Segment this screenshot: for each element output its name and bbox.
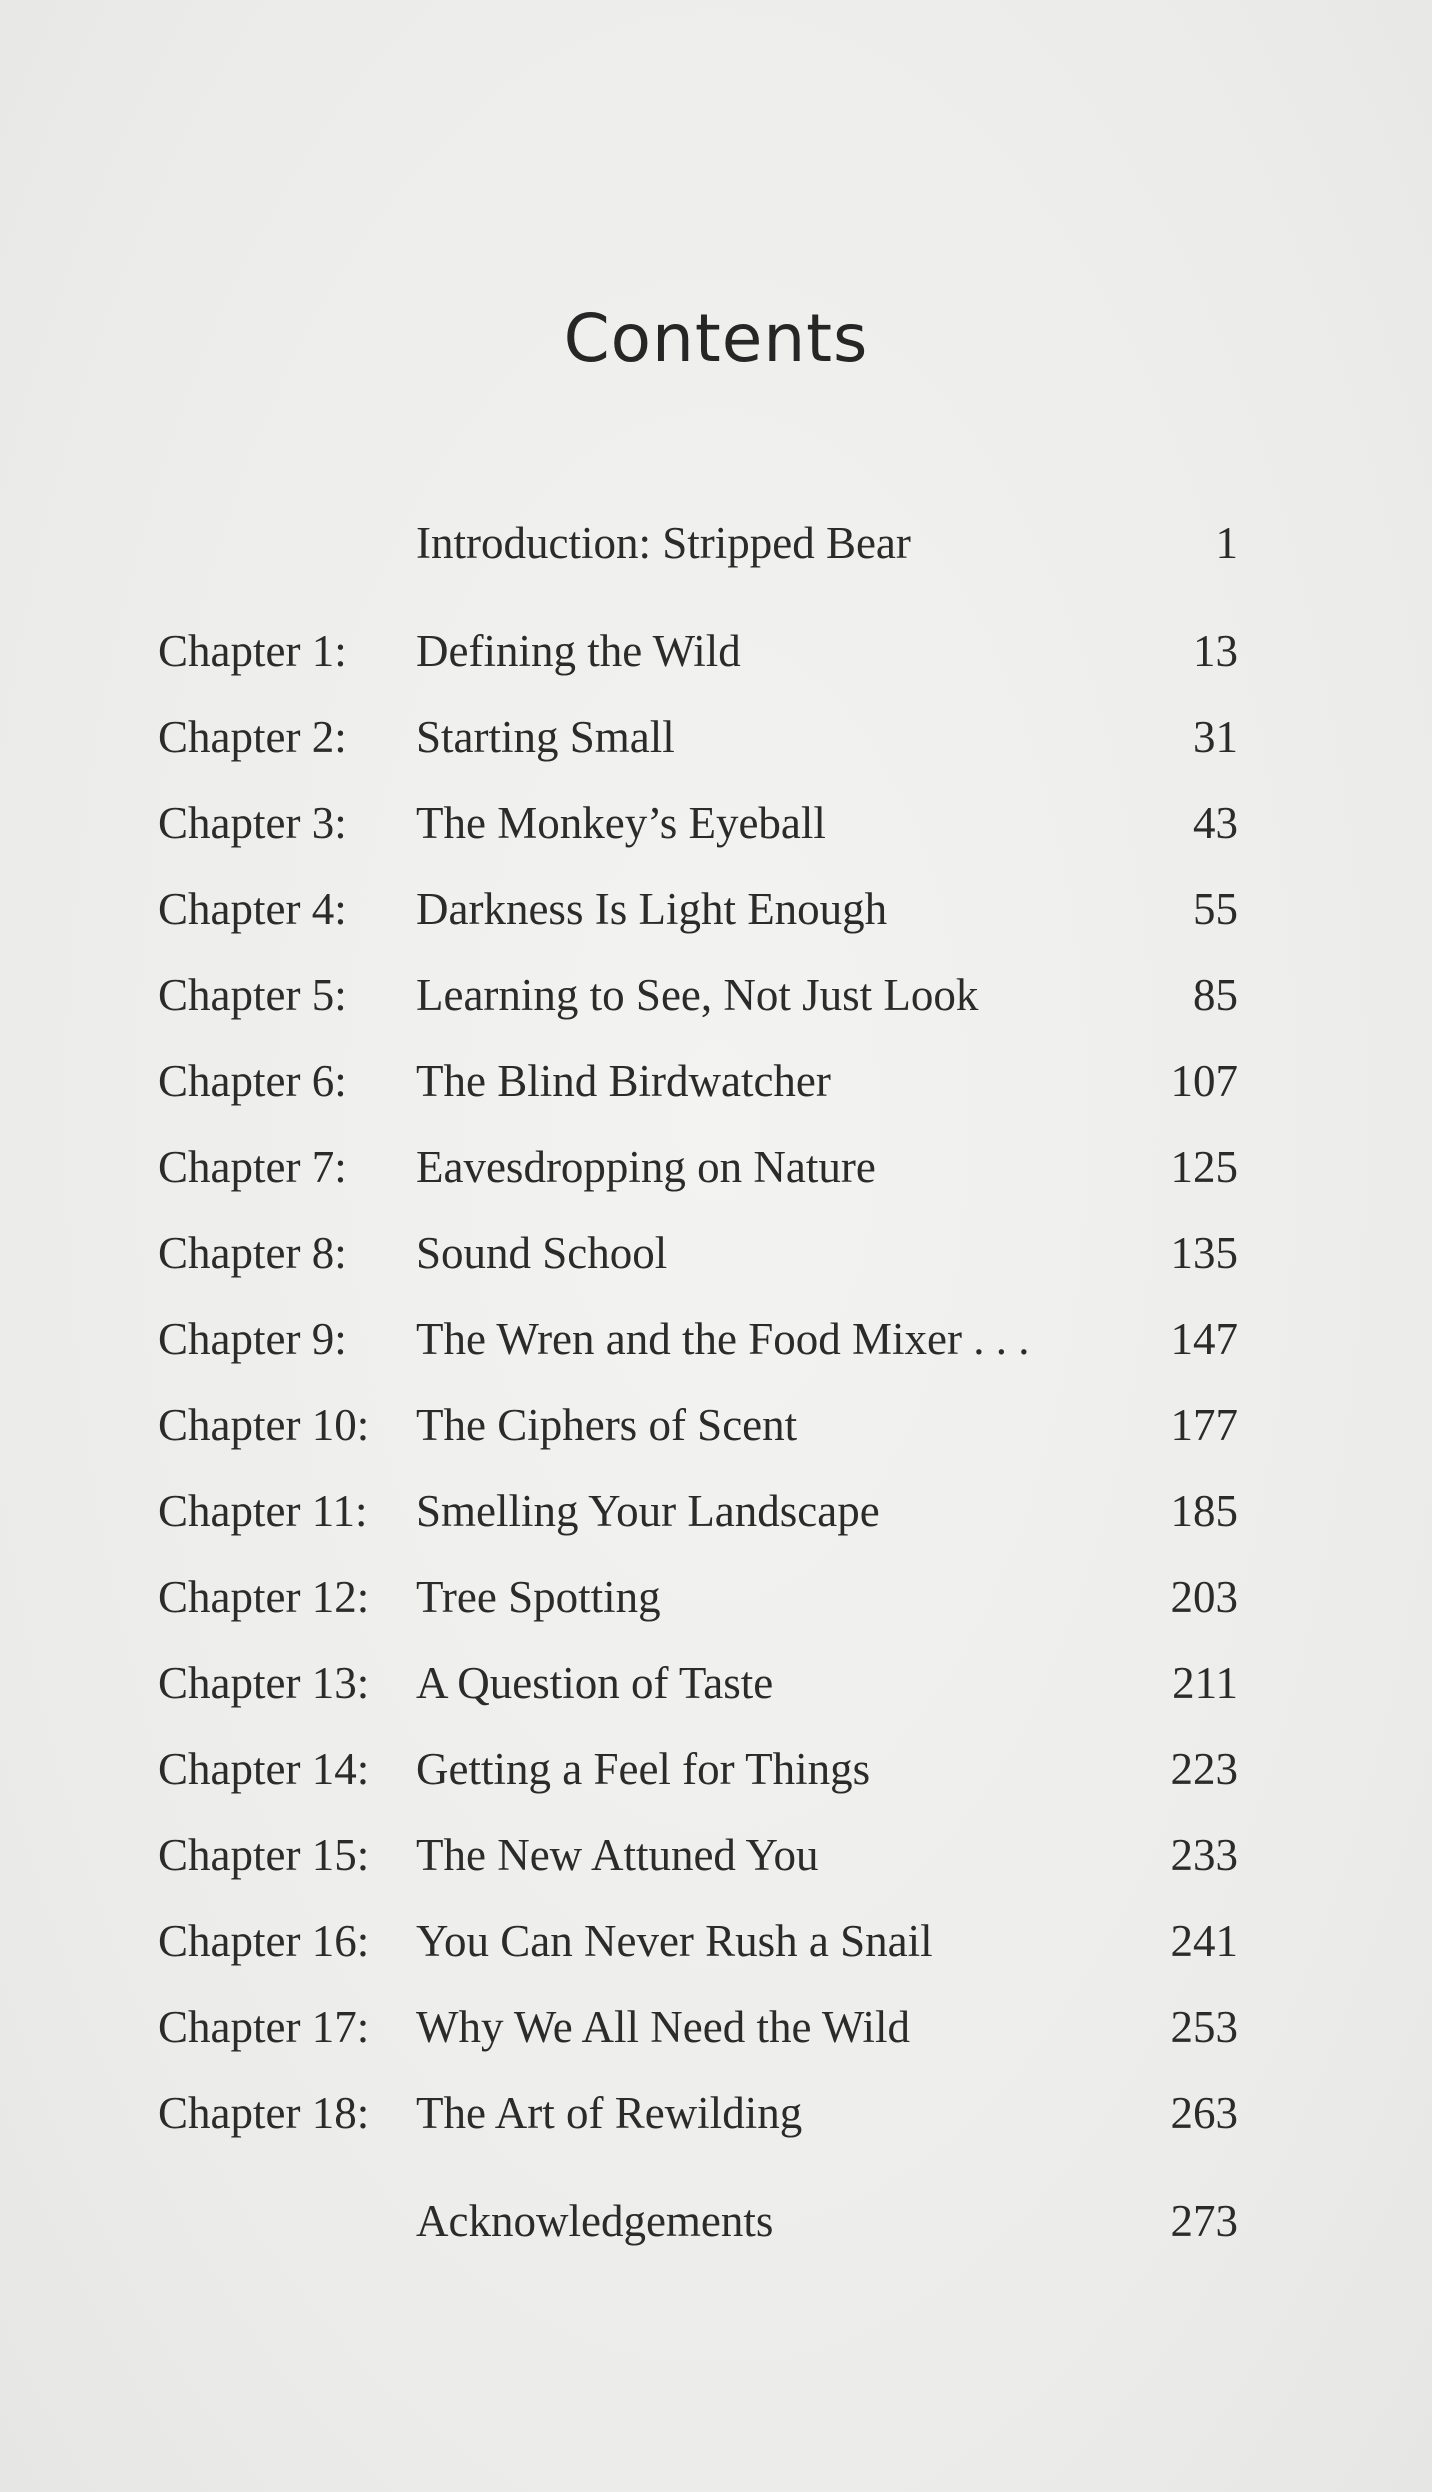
- chapter-label: Chapter 9:: [158, 1314, 347, 1364]
- chapter-label: Chapter 6:: [158, 1056, 347, 1106]
- toc-entry: [158, 952, 1238, 1038]
- page-number: 147: [1170, 1314, 1238, 1364]
- chapter-title: Why We All Need the Wild: [416, 2002, 911, 2052]
- chapter-label: Chapter 8:: [158, 1228, 347, 1278]
- chapter-label: Chapter 14:: [158, 1744, 370, 1794]
- chapter-title: Sound School: [416, 1228, 668, 1278]
- toc-entry: [158, 1984, 1238, 2070]
- toc-entry: [158, 1124, 1238, 1210]
- page-number: 211: [1172, 1658, 1238, 1708]
- page-number: 13: [1193, 626, 1238, 676]
- toc-entry: [158, 1898, 1238, 1984]
- toc-entry: [158, 608, 1238, 694]
- chapter-title: The New Attuned You: [416, 1830, 819, 1880]
- chapter-title: Darkness Is Light Enough: [416, 884, 888, 934]
- chapter-title: The Art of Rewilding: [416, 2088, 803, 2138]
- chapter-title: Learning to See, Not Just Look: [416, 970, 979, 1020]
- chapter-title: Starting Small: [416, 712, 675, 762]
- chapter-title: You Can Never Rush a Snail: [416, 1916, 933, 1966]
- chapter-title: Tree Spotting: [416, 1572, 661, 1622]
- page-number: 1: [1215, 518, 1238, 568]
- chapter-label: Chapter 17:: [158, 2002, 370, 2052]
- toc-entry: [158, 1382, 1238, 1468]
- chapter-title: Defining the Wild: [416, 626, 741, 676]
- page-number: 55: [1193, 884, 1238, 934]
- page-number: 241: [1170, 1916, 1238, 1966]
- chapter-label: Chapter 4:: [158, 884, 347, 934]
- chapter-label: Chapter 1:: [158, 626, 347, 676]
- toc-entry: [158, 1554, 1238, 1640]
- chapter-label: Chapter 12:: [158, 1572, 370, 1622]
- toc-entry: [158, 1296, 1238, 1382]
- page-number: 85: [1193, 970, 1238, 1020]
- page-number: 223: [1170, 1744, 1238, 1794]
- toc-entry: [158, 1038, 1238, 1124]
- chapter-label: Chapter 7:: [158, 1142, 347, 1192]
- page-number: 31: [1193, 712, 1238, 762]
- page-number: 107: [1170, 1056, 1238, 1106]
- page-number: 273: [1170, 2196, 1238, 2246]
- toc-entry: [158, 866, 1238, 952]
- toc-entry: [158, 500, 1238, 586]
- toc-entry: [158, 1812, 1238, 1898]
- chapter-label: Chapter 2:: [158, 712, 347, 762]
- page-number: 203: [1170, 1572, 1238, 1622]
- chapter-title: A Question of Taste: [416, 1658, 774, 1708]
- chapter-title: Getting a Feel for Things: [416, 1744, 871, 1794]
- chapter-title: Introduction: Stripped Bear: [416, 518, 911, 568]
- toc-entry: [158, 2178, 1238, 2264]
- page-number: 135: [1170, 1228, 1238, 1278]
- page-number: 185: [1170, 1486, 1238, 1536]
- chapter-label: Chapter 13:: [158, 1658, 370, 1708]
- page-number: 253: [1170, 2002, 1238, 2052]
- page-title: Contents: [563, 300, 869, 377]
- chapter-label: Chapter 15:: [158, 1830, 370, 1880]
- chapter-label: Chapter 16:: [158, 1916, 370, 1966]
- page-number: 177: [1170, 1400, 1238, 1450]
- toc-entry: [158, 780, 1238, 866]
- toc-entry: [158, 1640, 1238, 1726]
- table-of-contents: [158, 500, 1238, 2264]
- chapter-title: Acknowledgements: [416, 2196, 774, 2246]
- chapter-label: Chapter 5:: [158, 970, 347, 1020]
- chapter-label: Chapter 11:: [158, 1486, 368, 1536]
- chapter-title: The Ciphers of Scent: [416, 1400, 798, 1450]
- chapter-label: Chapter 18:: [158, 2088, 370, 2138]
- chapter-title: The Blind Birdwatcher: [416, 1056, 831, 1106]
- chapter-title: The Wren and the Food Mixer . . .: [416, 1314, 1030, 1364]
- chapter-label: Chapter 10:: [158, 1400, 370, 1450]
- toc-entry: [158, 694, 1238, 780]
- toc-entry: [158, 2070, 1238, 2156]
- page-number: 125: [1170, 1142, 1238, 1192]
- page-number: 263: [1170, 2088, 1238, 2138]
- chapter-label: Chapter 3:: [158, 798, 347, 848]
- chapter-title: The Monkey’s Eyeball: [416, 798, 826, 848]
- toc-entry: [158, 1210, 1238, 1296]
- page-number: 233: [1170, 1830, 1238, 1880]
- chapter-title: Eavesdropping on Nature: [416, 1142, 876, 1192]
- page-number: 43: [1193, 798, 1238, 848]
- toc-entry: [158, 1468, 1238, 1554]
- chapter-title: Smelling Your Landscape: [416, 1486, 880, 1536]
- toc-entry: [158, 1726, 1238, 1812]
